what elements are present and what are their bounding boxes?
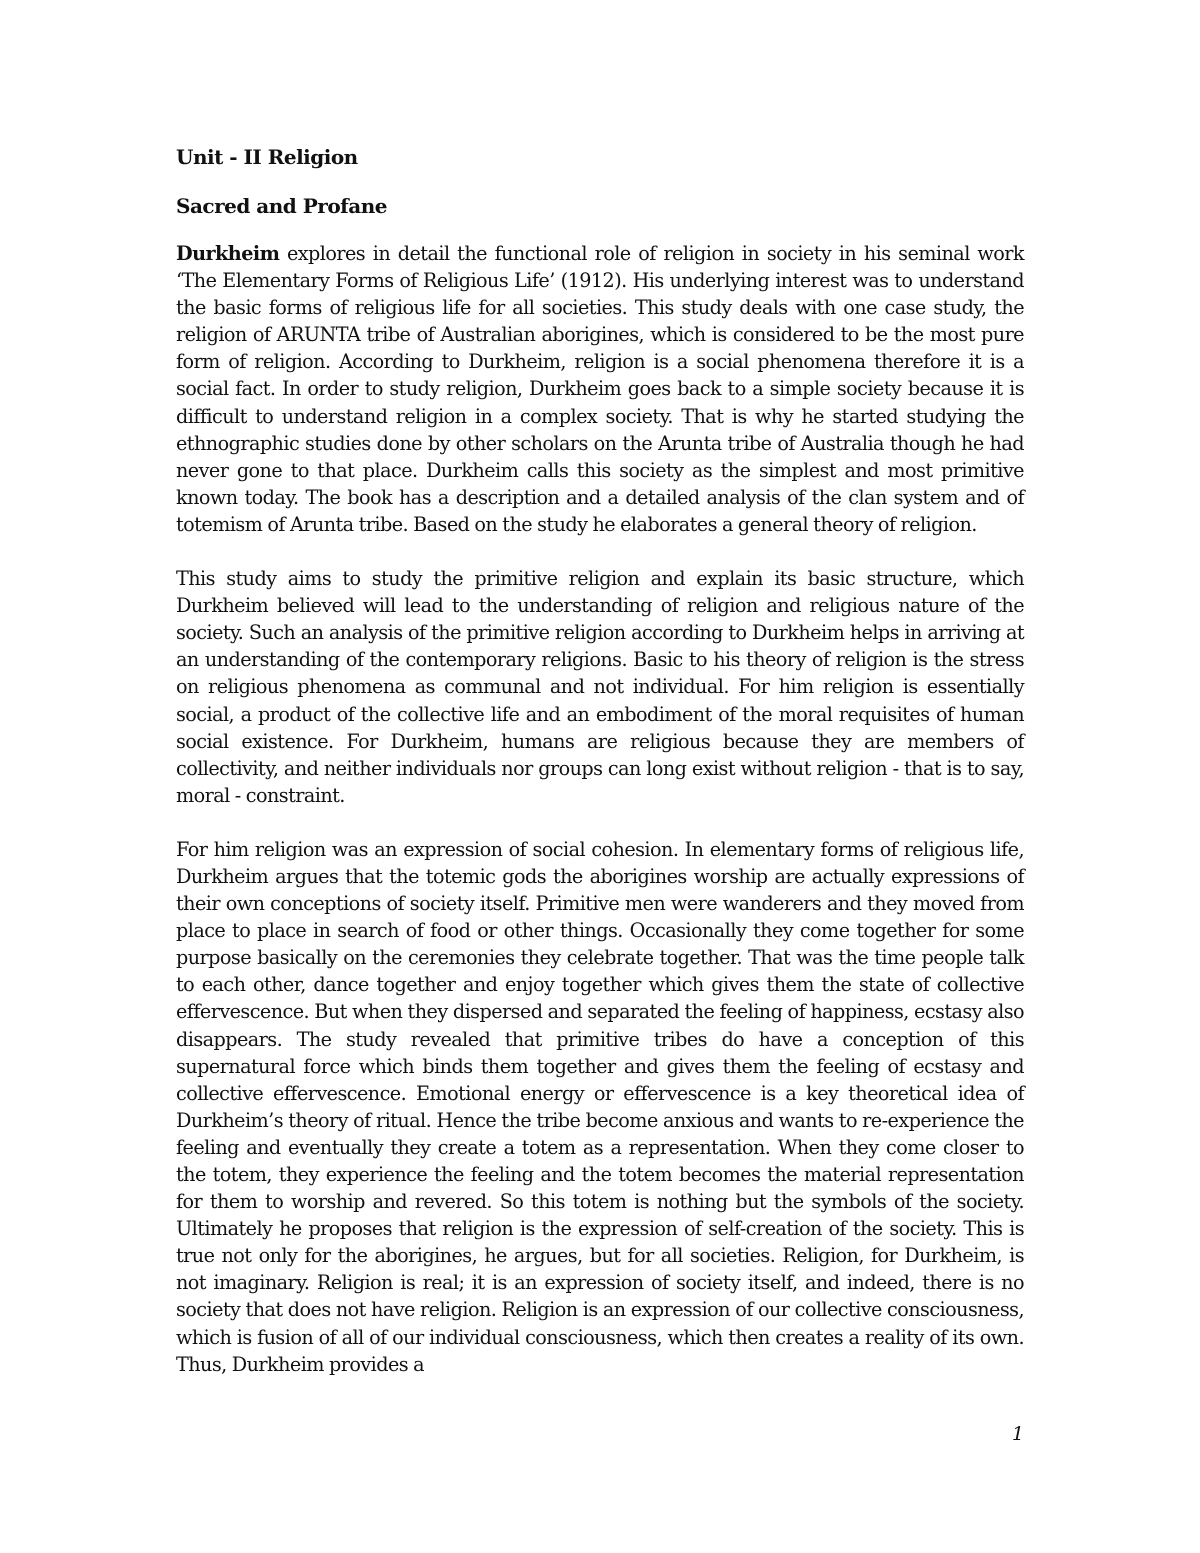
paragraph-durkheim-intro <box>176 240 1024 538</box>
paragraph-primitive-religion: This study aims to study the primitive religion and explain its basic structure, which Durkheim believed will lead to the understanding of religion and religious nature of the society. Such an analysis of the primitive religion according to Durkheim helps in arriving at an understanding of the contemporary religions. Basic to his theory of religion is the stress on religious phenomena as communal and not individual. For him religion is essentially social, a product of the collective life and an embodiment of the moral requisites of human social existence. For Durkheim, humans are religious because they are members of collectivity, and neither individuals nor groups can long exist without religion - that is to say, moral - constraint. <box>176 567 1024 807</box>
page-number: 1 <box>1011 1423 1024 1445</box>
unit-title: Unit - II Religion <box>176 145 358 169</box>
paragraph-lead-term: Durkheim <box>176 242 280 265</box>
page-content <box>176 140 1024 1405</box>
paragraph-social-cohesion: For him religion was an expression of social cohesion. In elementary forms of religious life, Durkheim argues that the totemic gods the aborigines worship are actually expressions of their own conceptions of society itself. Primitive men were wanderers and they moved from place to place in search of food or other things. Occasionally they come together for some purpose basically on the ceremonies they celebrate together. That was the time people talk to each other, dance together and enjoy together which gives them the state of collective effervescence. But when they dispersed and separated the feeling of happiness, ecstasy also disappears. The study revealed that primitive tribes do have a conception of this supernatural force which binds them together and gives them the feeling of ecstasy and collective effervescence. Emotional energy or effervescence is a key theoretical idea of Durkheim’s theory of ritual. Hence the tribe become anxious and wants to re-experience the feeling and eventually they create a totem as a representation. When they come closer to the totem, they experience the feeling and the totem becomes the material representation for them to worship and revered. So this totem is nothing but the symbols of the society. Ultimately he proposes that religion is the expression of self-creation of the society. This is true not only for the aborigines, he argues, but for all societies. Religion, for Durkheim, is not imaginary. Religion is real; it is an expression of society itself, and indeed, there is no society that does not have religion. Religion is an expression of our collective consciousness, which is fusion of all of our individual consciousness, which then creates a reality of its own. Thus, Durkheim provides a <box>176 837 1024 1376</box>
paragraph-body: explores in detail the functional role of religion in society in his seminal work ‘The Elementary Forms of Religious Life’ (1912). His underlying interest was to understand the basic forms of religious life for all societies. This study deals with one case study, the religion of ARUNTA tribe of Australian aborigines, which is considered to be the most pure form of religion. According to Durkheim, religion is a social phenomena therefore it is a social fact. In order to study religion, Durkheim goes back to a simple society because it is difficult to understand religion in a complex society. That is why he started studying the ethnographic studies done by other scholars on the Arunta tribe of Australia though he had never gone to that place. Durkheim calls this society as the simplest and most primitive known today. The book has a description and a detailed analysis of the clan system and of totemism of Arunta tribe. Based on the study he elaborates a general theory of religion. <box>176 242 1024 536</box>
section-title: Sacred and Profane <box>176 194 387 218</box>
